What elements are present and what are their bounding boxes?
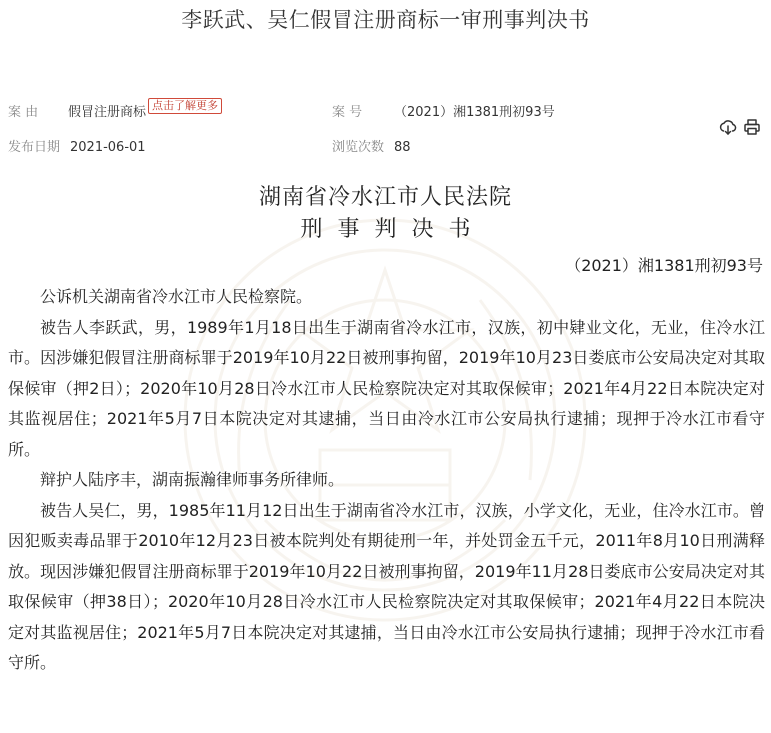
paragraph-defense-counsel: 辩护人陆序丰，湖南振瀚律师事务所律师。 bbox=[40, 470, 345, 489]
paragraph-defendant-wu: 被告人吴仁，男，1985年11月12日出生于湖南省冷水江市，汉族，小学文化，无业，住冷水江市。曾因犯贩卖毒品罪于2010年12月23日被本院判处有期徒刑一年，并处罚金五千元，2011年8月10日刑满释放。现因涉嫌犯假冒注册商标罪于2019年10月22日被刑事拘留，2019年11月28日娄底市公安局决定对其取保候审（押38日）；2020年10月28日冷水江市人民检察院决定对其取保候审；2021年4月22日本院决定对其监视居住；2021年5月7日本院决定对其逮捕，当日由冷水江市公安局执行逮捕；现押于冷水江市看守所。 bbox=[8, 500, 765, 672]
document-type: 刑事判决书 bbox=[300, 217, 486, 242]
download-icon[interactable] bbox=[719, 118, 737, 136]
view-count-value: 88 bbox=[394, 140, 411, 155]
paragraph-prosecutor: 公诉机关湖南省冷水江市人民检察院。 bbox=[40, 287, 313, 306]
judgment-body bbox=[8, 282, 765, 679]
case-number-row bbox=[332, 101, 555, 120]
paragraph-defendant-li: 被告人李跃武，男，1989年1月18日出生于湖南省冷水江市，汉族，初中肄业文化，无业，住冷水江市。因涉嫌犯假冒注册商标罪于2019年10月22日被刑事拘留，2019年10月23日娄底市公安局决定对其取保候审（押2日）；2020年10月28日冷水江市人民检察院决定对其取保候审；2021年4月22日本院决定对其监视居住；2021年5月7日本院决定对其逮捕，当日由冷水江市公安局执行逮捕；现押于冷水江市看守所。 bbox=[8, 317, 765, 459]
case-reason-value: 假冒注册商标 bbox=[68, 105, 147, 120]
case-reason-row bbox=[8, 101, 222, 121]
publish-date-value: 2021-06-01 bbox=[70, 140, 146, 155]
publish-date-label: 发布日期 bbox=[8, 140, 61, 155]
case-reason-label: 案 由 bbox=[8, 105, 39, 120]
print-icon[interactable] bbox=[743, 118, 761, 136]
view-count-label: 浏览次数 bbox=[332, 140, 385, 155]
case-number-value: （2021）湘1381刑初93号 bbox=[394, 105, 555, 120]
view-count-row bbox=[332, 136, 411, 155]
publish-date-row bbox=[8, 136, 146, 155]
page-title: 李跃武、吴仁假冒注册商标一审刑事判决书 bbox=[181, 8, 590, 32]
document-case-number: （2021）湘1381刑初93号 bbox=[565, 256, 763, 275]
learn-more-badge[interactable]: 点击了解更多 bbox=[148, 98, 222, 114]
court-name: 湖南省冷水江市人民法院 bbox=[258, 185, 512, 210]
case-number-label: 案 号 bbox=[332, 105, 363, 120]
